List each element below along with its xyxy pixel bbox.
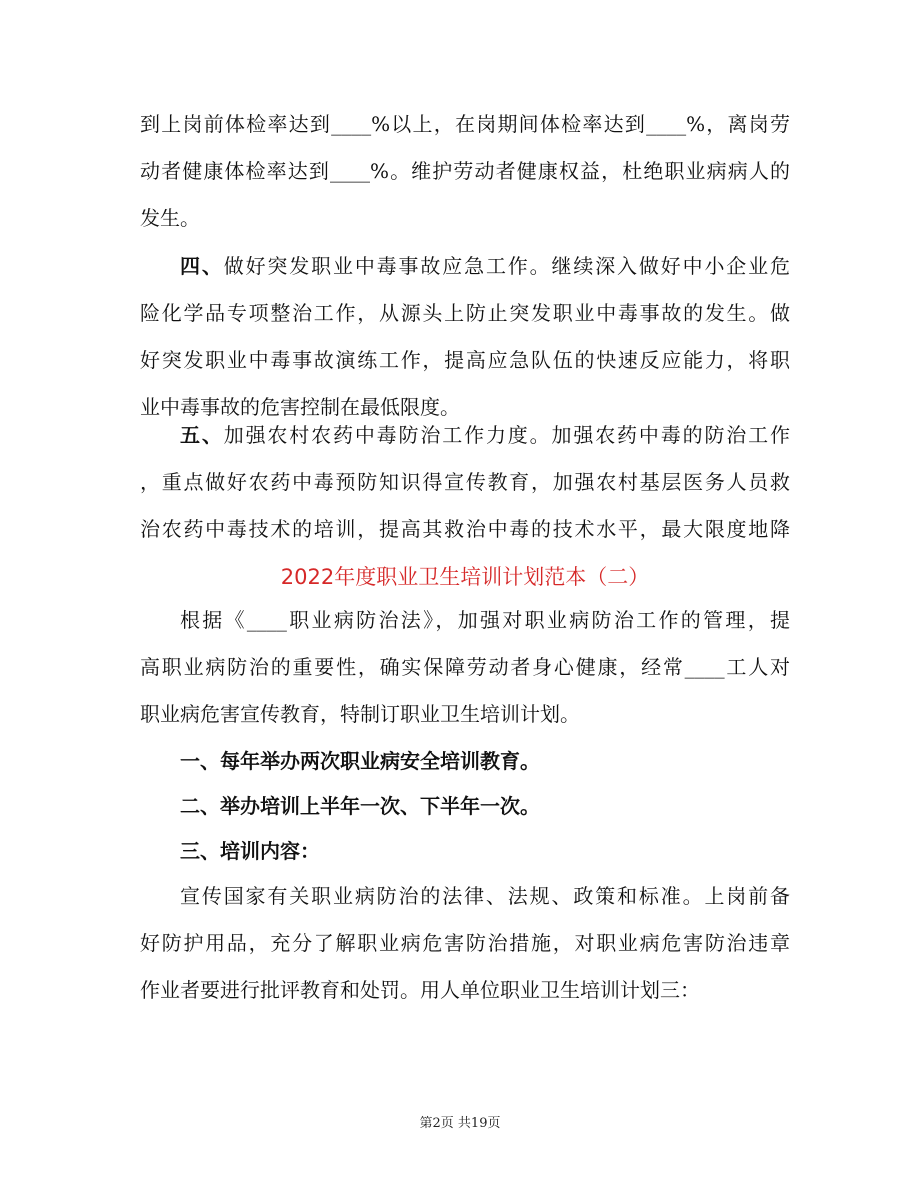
section-number: 五、 <box>180 423 224 447</box>
paragraph-line: 作业者要进行批评教育和处罚。用人单位职业卫生培训计划三： <box>140 978 700 1002</box>
section-number: 四、 <box>180 254 224 278</box>
list-item: 二、举办培训上半年一次、下半年一次。 <box>180 794 540 818</box>
paragraph-line: ，重点做好农药中毒预防知识得宣传教育，加强农村基层医务人员救 <box>140 470 790 494</box>
paragraph-text: 加强农村农药中毒防治工作力度。加强农药中毒的防治工作 <box>223 423 791 447</box>
paragraph-line <box>180 244 790 288</box>
list-item: 一、每年举办两次职业病安全培训教育。 <box>180 749 540 773</box>
paragraph-line: 动者健康体检率达到____%。维护劳动者健康权益，杜绝职业病病人的 <box>140 159 790 183</box>
paragraph-line: 发生。 <box>140 206 200 230</box>
paragraph-line: 宣传国家有关职业病防治的法律、法规、政策和标准。上岗前备 <box>180 884 790 908</box>
paragraph-line: 好防护用品，充分了解职业病危害防治措施，对职业病危害防治违章 <box>140 931 790 955</box>
paragraph-line: 职业病危害宣传教育，特制订职业卫生培训计划。 <box>140 702 580 726</box>
paragraph-line: 业中毒事故的危害控制在最低限度。 <box>140 395 460 419</box>
paragraph-line: 根据《____职业病防治法》，加强对职业病防治工作的管理，提 <box>180 608 790 632</box>
page-number: 第2页 共19页 <box>419 1116 501 1131</box>
paragraph-line: 治农药中毒技术的培训，提高其救治中毒的技术水平，最大限度地降 <box>140 517 790 541</box>
paragraph-line: 到上岗前体检率达到____%以上，在岗期间体检率达到____%，离岗劳 <box>140 112 790 136</box>
section-heading: 2022年度职业卫生培训计划范本（二） <box>280 565 650 589</box>
paragraph-text: 做好突发职业中毒事故应急工作。继续深入做好中小企业危 <box>223 254 791 278</box>
paragraph-line: 好突发职业中毒事故演练工作，提高应急队伍的快速反应能力，将职 <box>140 348 790 372</box>
paragraph-line: 高职业病防治的重要性，确实保障劳动者身心健康，经常____工人对 <box>140 655 790 679</box>
paragraph-line: 险化学品专项整治工作，从源头上防止突发职业中毒事故的发生。做 <box>140 301 790 325</box>
paragraph-line <box>180 413 790 457</box>
list-item: 三、培训内容： <box>180 839 320 863</box>
